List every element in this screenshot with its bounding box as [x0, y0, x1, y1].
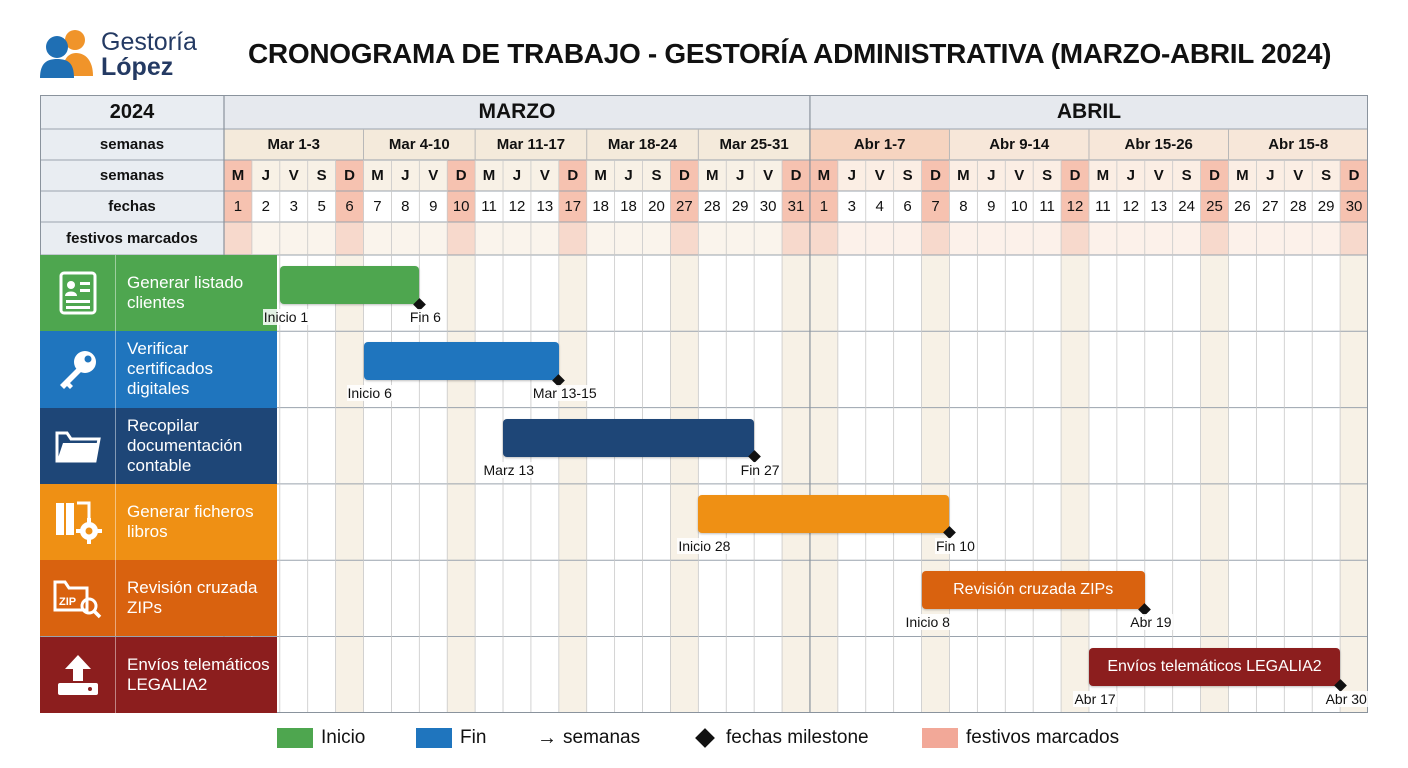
brand-name-line2: López: [101, 53, 174, 81]
festivos-cell-bg: [1256, 222, 1284, 255]
day-letter: S: [1181, 167, 1192, 184]
week-label: Abr 1-7: [853, 136, 906, 153]
task-panel: [40, 408, 277, 484]
date-number: 9: [429, 198, 438, 215]
task-panel: [40, 560, 277, 636]
task-start-label: Inicio 28: [678, 537, 731, 554]
legend-item: [537, 724, 640, 752]
festivos-cell-bg: [1312, 222, 1340, 255]
day-letter: S: [902, 167, 913, 184]
task-label: Envíos telemáticos LEGALIA2: [127, 654, 270, 694]
date-number: 1: [819, 198, 829, 215]
festivos-cell-bg: [1340, 222, 1368, 255]
row-label: fechas: [108, 198, 156, 215]
week-label: Mar 25-31: [719, 136, 789, 153]
festivos-cell-bg: [1061, 222, 1089, 255]
festivos-cell-bg: [1033, 222, 1061, 255]
date-number: 13: [1150, 198, 1168, 215]
festivos-cell-bg: [475, 222, 503, 255]
date-number: 28: [703, 198, 721, 215]
day-letter: J: [512, 167, 522, 184]
day-letter: M: [231, 167, 245, 184]
day-letter: J: [401, 167, 410, 184]
festivos-cell-bg: [391, 222, 419, 255]
task-end-label: Fin 6: [409, 309, 441, 325]
date-number: 17: [564, 198, 582, 215]
date-number: 2: [261, 198, 270, 215]
day-letter: D: [678, 167, 690, 184]
date-number: 6: [903, 198, 912, 215]
task-bar: [364, 342, 559, 380]
people-logo-icon: [40, 28, 96, 78]
legend-label: festivos marcados: [966, 727, 1120, 748]
festivos-cell-bg: [894, 222, 922, 255]
week-label: Abr 15-8: [1268, 136, 1329, 153]
day-letter: V: [539, 167, 550, 184]
client-list-icon: [40, 255, 116, 331]
day-letter: V: [763, 167, 774, 184]
date-number: 9: [987, 198, 996, 215]
festivos-cell-bg: [754, 222, 782, 255]
date-number: 28: [1289, 198, 1307, 215]
task-label: Verificar certificados digitales: [127, 339, 213, 399]
festivos-cell-bg: [782, 222, 810, 255]
festivos-cell-bg: [670, 222, 698, 255]
festivos-cell-bg: [643, 222, 671, 255]
date-number: 18: [592, 198, 609, 215]
festivos-cell-bg: [336, 222, 364, 255]
date-number: 30: [759, 198, 777, 215]
festivos-cell-bg: [1005, 222, 1033, 255]
books-gear-icon: [40, 484, 116, 560]
svg-text:ZIP: ZIP: [58, 596, 76, 609]
festivos-cell-bg: [308, 222, 336, 255]
festivos-cell-bg: [280, 222, 308, 255]
task-bar: Envíos telemáticos LEGALIA2: [1089, 648, 1340, 686]
legend-label: fechas milestone: [726, 727, 869, 748]
week-label: Mar 1-3: [267, 136, 321, 153]
task-start-label: Abr 17: [1074, 690, 1116, 707]
festivos-cell-bg: [587, 222, 615, 255]
date-number: 1: [233, 198, 243, 215]
day-letter: V: [1014, 167, 1025, 184]
day-letter: D: [1069, 167, 1081, 184]
legend-item: [695, 724, 869, 752]
date-number: 29: [1317, 198, 1335, 215]
festivos-cell-bg: [1201, 222, 1229, 255]
day-letter: S: [1321, 167, 1332, 184]
day-letter: J: [847, 167, 856, 184]
festivos-cell-bg: [698, 222, 726, 255]
day-letter: S: [651, 167, 662, 184]
festivos-cell-bg: [1089, 222, 1117, 255]
festivos-cell-bg: [838, 222, 866, 255]
task-end-label: Mar 13-15: [532, 385, 597, 402]
day-letter: V: [1293, 167, 1304, 184]
festivos-cell-bg: [615, 222, 643, 255]
row-label: semanas: [99, 167, 165, 184]
week-label: Mar 4-10: [388, 136, 450, 153]
day-letter: V: [428, 167, 439, 184]
week-label: Abr 15-26: [1124, 136, 1193, 153]
date-number: 4: [875, 198, 884, 215]
date-number: 27: [1261, 198, 1279, 215]
date-number: 10: [1010, 198, 1028, 215]
brand-logo: [40, 26, 240, 82]
day-letter: D: [455, 167, 467, 184]
legend-label: semanas: [563, 727, 641, 748]
festivos-cell-bg: [1117, 222, 1145, 255]
month-label: MARZO: [478, 100, 556, 123]
task-start-label: Marz 13: [483, 461, 535, 478]
date-number: 24: [1178, 198, 1195, 215]
date-number: 26: [1234, 198, 1251, 215]
festivos-cell-bg: [810, 222, 838, 255]
day-letter: M: [594, 167, 607, 184]
legend-label: Fin: [460, 727, 487, 748]
date-number: 10: [452, 198, 470, 215]
day-letter: J: [1126, 167, 1135, 184]
date-number: 11: [1095, 198, 1111, 215]
legend-item: [277, 724, 365, 752]
task-end-label: Fin 27: [740, 461, 780, 478]
festivos-cell-bg: [447, 222, 475, 255]
row-label: semanas: [99, 136, 165, 153]
day-letter: J: [261, 167, 270, 184]
date-number: 6: [345, 198, 354, 215]
day-letter: M: [371, 167, 384, 184]
day-letter: S: [316, 167, 327, 184]
key-icon: [40, 331, 116, 407]
date-number: 11: [481, 198, 497, 215]
festivos-cell-bg: [419, 222, 447, 255]
festivos-cell-bg: [531, 222, 559, 255]
folder-icon: [40, 408, 116, 484]
date-number: 8: [959, 198, 968, 215]
day-letter: J: [736, 167, 745, 184]
date-number: 12: [508, 198, 526, 215]
page-title: CRONOGRAMA DE TRABAJO - GESTORÍA ADMINISTRATIVA (MARZO-ABRIL 2024): [248, 38, 1332, 69]
gantt-chart: [40, 95, 1368, 713]
festivos-cell-bg: [364, 222, 392, 255]
date-number: 11: [1039, 198, 1055, 215]
day-letter: J: [624, 167, 633, 184]
task-label: Generar listado clientes: [127, 273, 244, 313]
date-number: 31: [787, 198, 805, 215]
task-bar: [698, 495, 949, 533]
festivos-cell-bg: [949, 222, 977, 255]
legend: [0, 724, 1408, 752]
festivos-cell-bg: [1173, 222, 1201, 255]
date-number: 5: [317, 198, 326, 215]
day-letter: M: [957, 167, 970, 184]
day-letter: M: [482, 167, 496, 184]
date-number: 18: [620, 198, 637, 215]
festivos-cell-bg: [977, 222, 1005, 255]
date-number: 25: [1206, 198, 1223, 215]
brand-name-line1: Gestoría: [101, 28, 197, 56]
month-label: ABRIL: [1056, 100, 1122, 123]
task-label: Generar ficheros libros: [127, 502, 254, 542]
zip-search-icon: [40, 560, 116, 636]
date-number: 13: [536, 198, 554, 215]
task-bar: [280, 266, 420, 304]
week-label: Mar 18-24: [607, 136, 678, 153]
task-label: Revisión cruzada ZIPs: [127, 578, 258, 618]
festivos-cell-bg: [866, 222, 894, 255]
year-label: 2024: [109, 100, 155, 123]
day-letter: M: [706, 167, 719, 184]
festivos-cell-bg: [503, 222, 531, 255]
task-end-label: Abr 30: [1325, 690, 1367, 707]
day-letter: M: [1096, 167, 1110, 184]
date-number: 20: [648, 198, 665, 215]
day-letter: V: [288, 167, 299, 184]
festivos-cell-bg: [1145, 222, 1173, 255]
task-end-label: Fin 10: [935, 537, 975, 554]
date-number: 30: [1345, 198, 1363, 215]
date-number: 7: [931, 198, 940, 215]
festivos-cell-bg: [1228, 222, 1256, 255]
date-number: 12: [1066, 198, 1084, 215]
date-number: 12: [1122, 198, 1140, 215]
task-start-label: Inicio 1: [263, 309, 309, 325]
date-number: 27: [676, 198, 693, 215]
task-panel: [40, 484, 277, 560]
day-letter: D: [1209, 167, 1220, 184]
legend-swatch: [416, 728, 452, 748]
legend-label: Inicio: [321, 727, 366, 748]
task-panel: [40, 255, 277, 331]
day-letter: D: [344, 167, 355, 184]
task-panel: [40, 331, 277, 407]
week-label: Abr 9-14: [989, 136, 1050, 153]
festivos-cell-bg: [922, 222, 950, 255]
day-letter: D: [1348, 167, 1360, 184]
upload-icon: [40, 637, 116, 713]
task-label: Recopilar documentación contable: [127, 415, 243, 475]
milestone-diamond-icon: [695, 728, 715, 748]
festivos-cell-bg: [1284, 222, 1312, 255]
day-letter: D: [567, 167, 579, 184]
legend-swatch: [922, 728, 958, 748]
week-label: Mar 11-17: [496, 136, 566, 153]
legend-item: [922, 724, 1119, 752]
arrow-right-icon: →: [537, 726, 557, 749]
task-start-label: Inicio 8: [905, 614, 950, 631]
legend-swatch: [277, 728, 313, 748]
task-bar: Revisión cruzada ZIPs: [922, 571, 1145, 609]
date-number: 29: [731, 198, 749, 215]
day-letter: J: [987, 167, 996, 184]
day-letter: S: [1042, 167, 1053, 184]
date-number: 8: [401, 198, 410, 215]
day-letter: D: [790, 167, 802, 184]
row-label: festivos marcados: [66, 230, 198, 247]
legend-item: [416, 724, 486, 752]
task-panel: [40, 637, 277, 713]
festivos-cell-bg: [224, 222, 252, 255]
date-number: 3: [847, 198, 856, 215]
day-letter: D: [930, 167, 941, 184]
day-letter: M: [817, 167, 831, 184]
task-start-label: Inicio 6: [347, 385, 392, 402]
festivos-cell-bg: [252, 222, 280, 255]
day-letter: M: [1236, 167, 1249, 184]
date-number: 3: [289, 198, 298, 215]
day-letter: J: [1266, 167, 1275, 184]
festivos-cell-bg: [726, 222, 754, 255]
festivos-cell-bg: [559, 222, 587, 255]
day-letter: V: [1153, 167, 1164, 184]
day-letter: V: [874, 167, 885, 184]
task-end-label: Abr 19: [1130, 614, 1172, 631]
date-number: 7: [373, 198, 382, 215]
task-bar: [503, 419, 754, 457]
